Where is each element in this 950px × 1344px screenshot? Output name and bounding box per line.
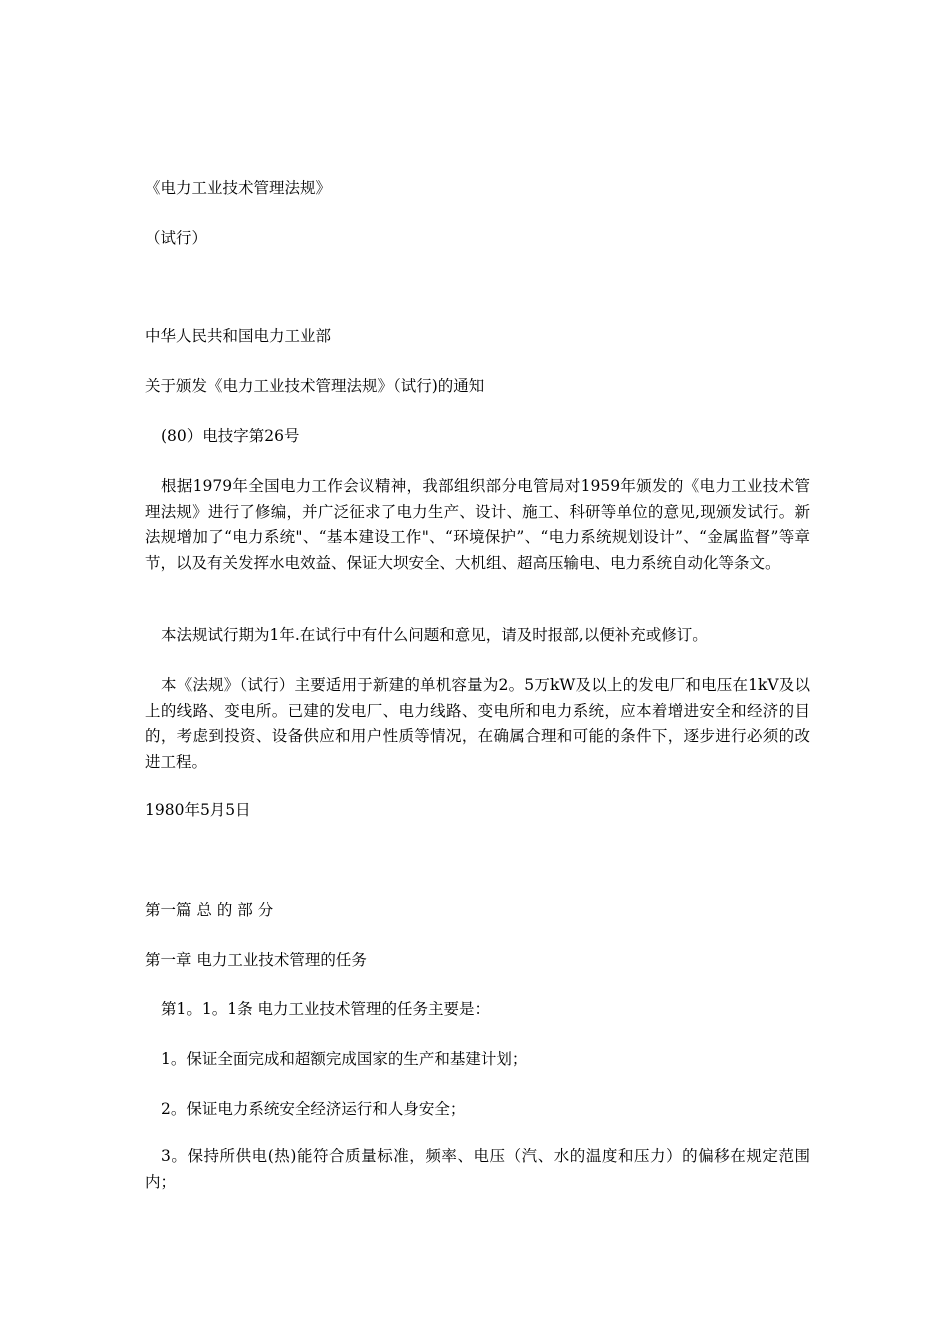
document-date: 1980年5月5日 xyxy=(145,801,251,819)
issuer-name: 中华人民共和国电力工业部 xyxy=(145,327,332,345)
part-title: 第一篇 总 的 部 分 xyxy=(145,901,274,919)
body-paragraph-3: 本《法规》（试行）主要适用于新建的单机容量为2。5万kW及以上的发电厂和电压在1kV及以上的线路、变电所。已建的发电厂、电力线路、变电所和电力系统，应本着增进安全和经济的目的，考虑到投资、设备供应和用户性质等情况，在确属合理和可能的条件下，逐步进行必须的改进工程。 xyxy=(145,676,810,771)
document-number: (80）电技字第26号 xyxy=(161,427,300,445)
chapter-title: 第一章 电力工业技术管理的任务 xyxy=(145,951,367,969)
list-item: 2。保证电力系统安全经济运行和人身安全； xyxy=(161,1100,466,1118)
notice-title: 关于颁发《电力工业技术管理法规》（试行)的通知 xyxy=(145,377,485,395)
article-heading: 第1。1。1条 电力工业技术管理的任务主要是： xyxy=(161,1000,491,1018)
document-subtitle: （试行） xyxy=(145,229,208,247)
body-paragraph-2: 本法规试行期为1年.在试行中有什么问题和意见，请及时报部,以便补充或修订。 xyxy=(161,626,708,644)
list-item: 3。保持所供电(热)能符合质量标准，频率、电压（汽、水的温度和压力）的偏移在规定范围内； xyxy=(145,1147,810,1191)
document-title: 《电力工业技术管理法规》 xyxy=(145,179,332,197)
list-item: 1。保证全面完成和超额完成国家的生产和基建计划； xyxy=(161,1050,528,1068)
body-paragraph-1: 根据1979年全国电力工作会议精神，我部组织部分电管局对1959年颁发的《电力工业技术管理法规》进行了修编，并广泛征求了电力生产、设计、施工、科研等单位的意见,现颁发试行。新法规增加了“电力系统"、“基本建设工作"、“环境保护”、“电力系统规划设计”、“金属监督”等章节，以及有关发挥水电效益、保证大坝安全、大机组、超高压输电、电力系统自动化等条文。 xyxy=(145,477,810,572)
